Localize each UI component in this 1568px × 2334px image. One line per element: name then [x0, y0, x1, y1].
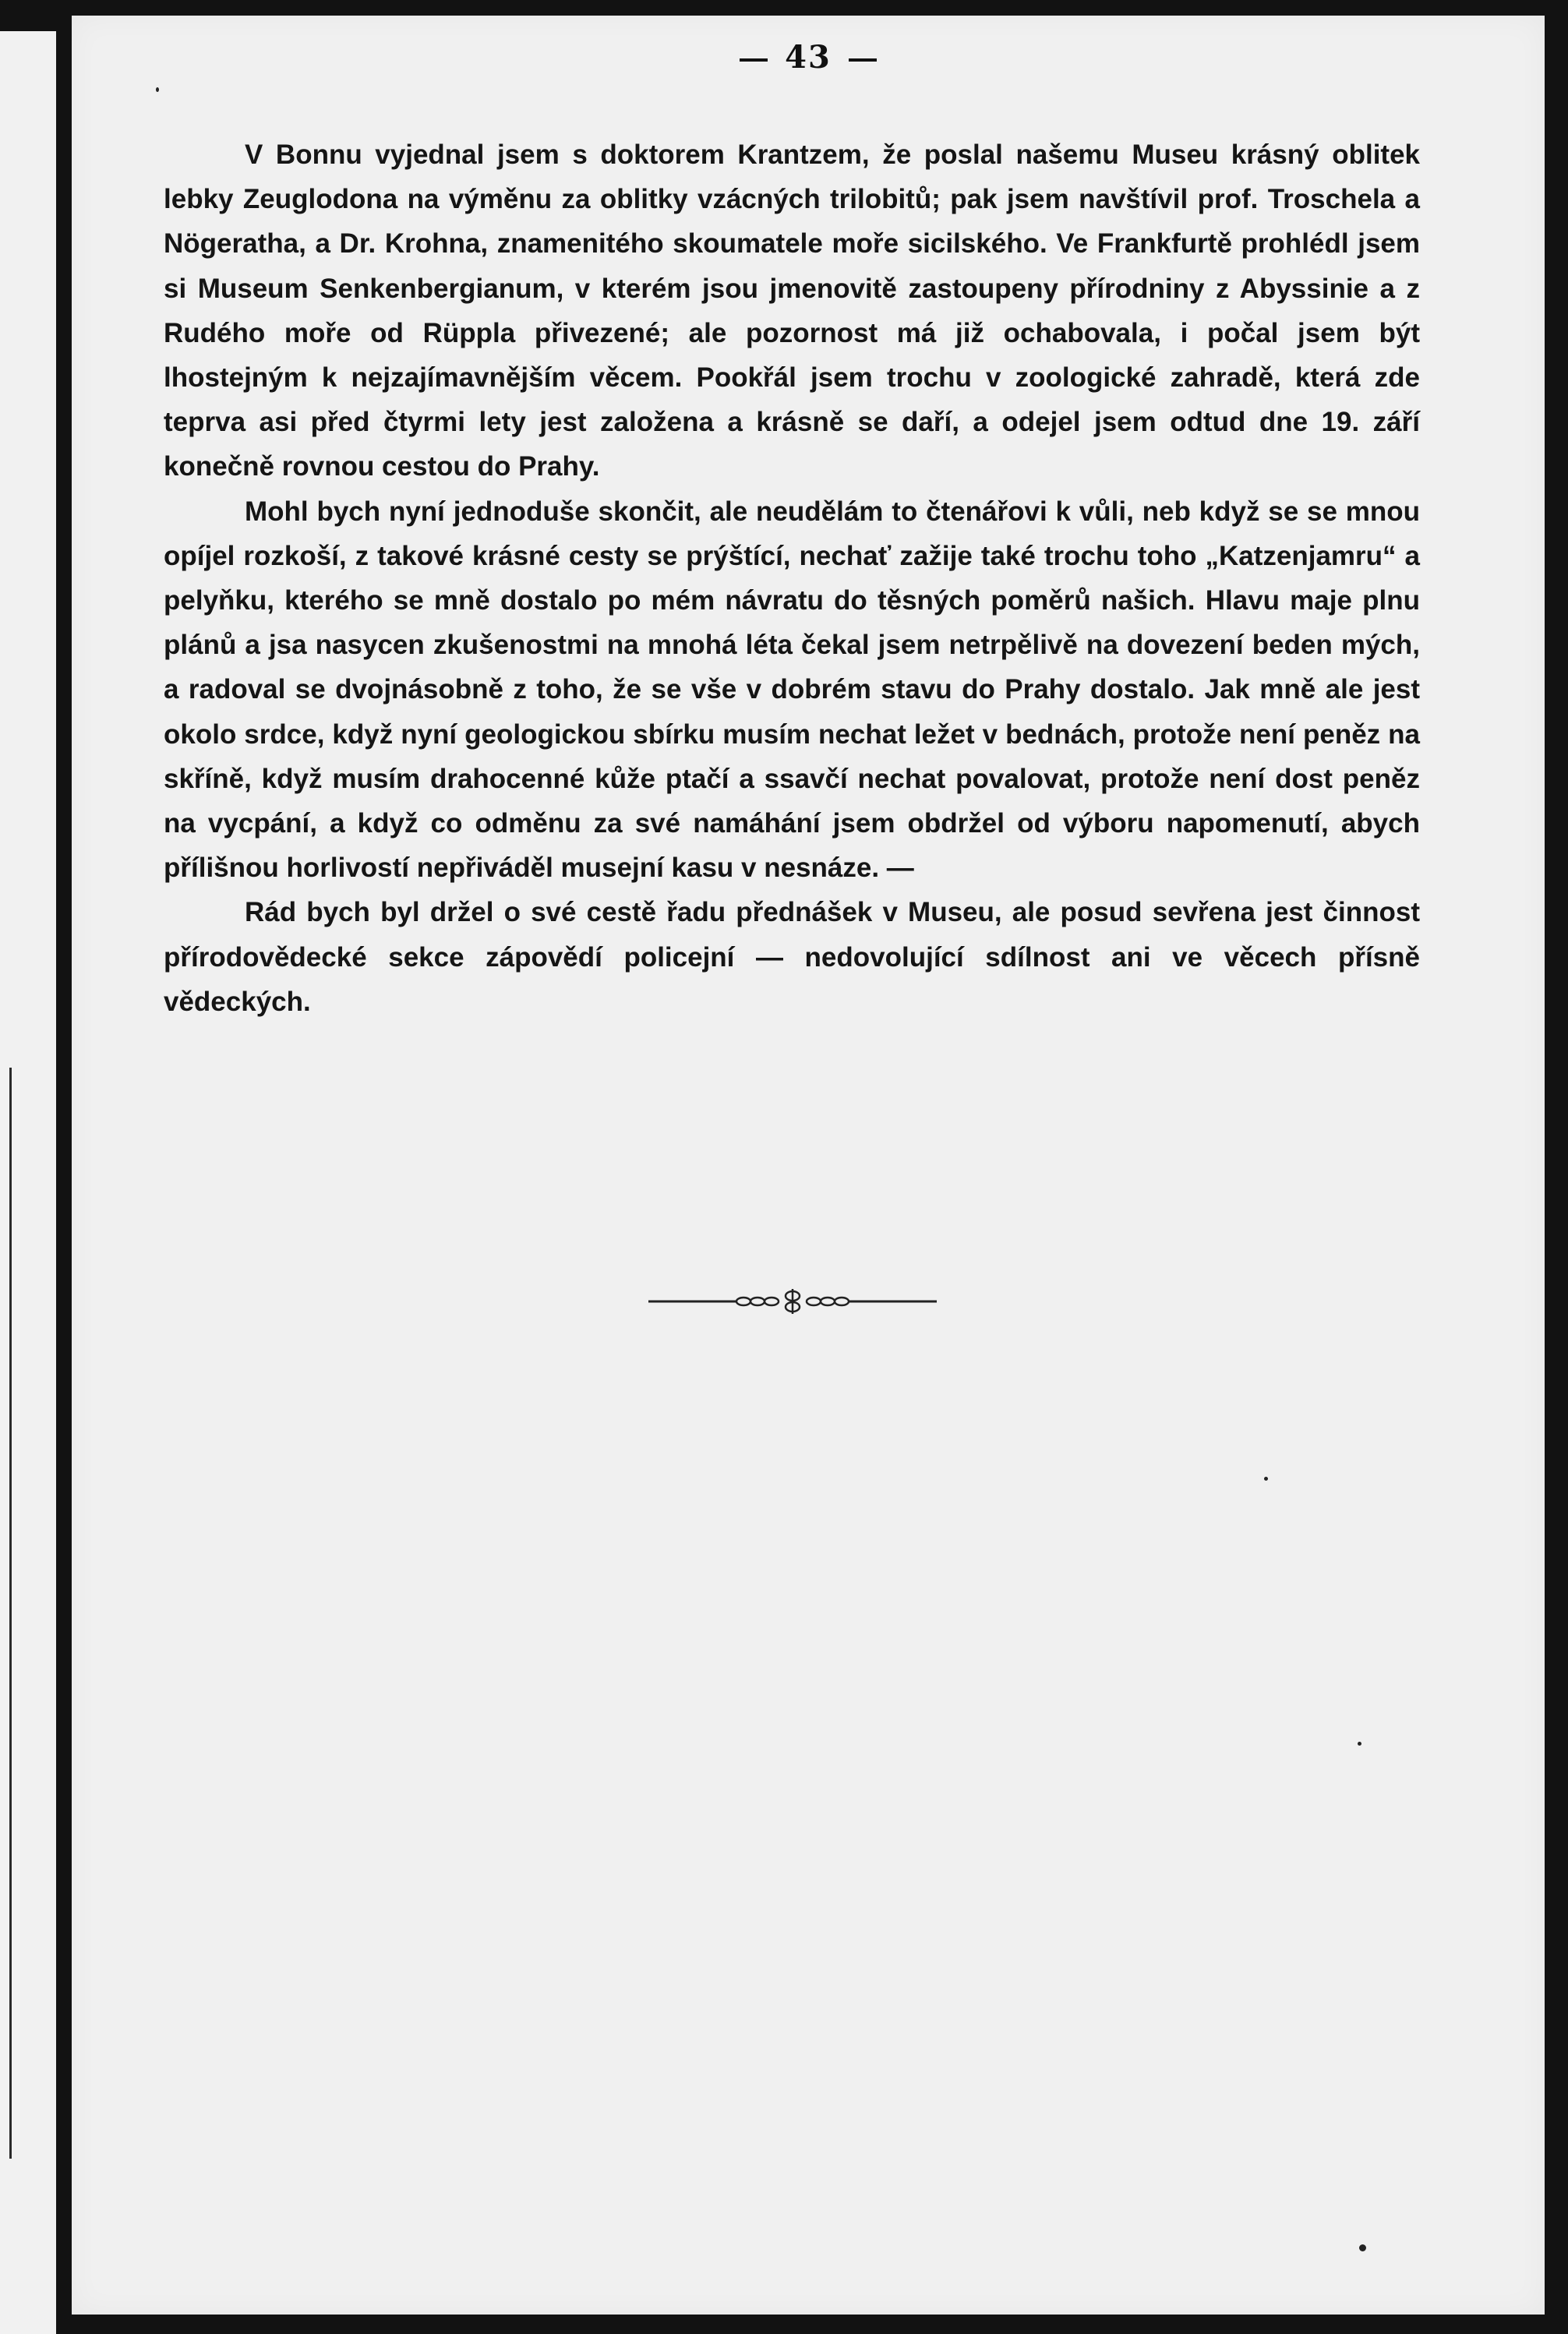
ornamental-rule-icon [648, 1286, 937, 1317]
paper-speck [1358, 1742, 1361, 1746]
page-number-value: 43 [785, 39, 832, 76]
paragraph-3: Rád bych byl držel o své cestě řadu přednášek v Museu, ale posud sevřena jest činnost přírodovědecké sekce zápovědí policejní — nedovolující sdílnost ani ve věcech přísně vědeckých. [164, 897, 1420, 1017]
paragraph-2: Mohl bych nyní jednoduše skončit, ale neudělám to čtenářovi k vůli, neb když se se mnou opíjel rozkoší, z takové krásné cesty se prýštící, nechať zažije také trochu toho „Katzenjamru“ a pelyňku, kterého se mně dostalo po mém návratu do těsných poměrů našich. Hlavu maje plnu plánů a jsa nasycen zkušenostmi na mnohá léta čekal jsem netrpělivě na dovezení beden mých, a radoval se dvojnásobně z toho, že se vše v dobrém stavu do Prahy dostalo. Jak mně ale jest okolo srdce, když nyní geologickou sbírku musím nechat ležet v bednách, protože není peněz na skříně, když musím drahocenné kůže ptačí a ssavčí nechat povalovat, protože není dost peněz na vycpání, a když co odměnu za své namáhání jsem obdržel od výboru napomenutí, abych přílišnou horlivostí nepřiváděl musejní kasu v nesnáze. — [164, 496, 1420, 884]
page-number-right-dash [849, 58, 877, 62]
page-number [72, 39, 1545, 76]
paragraph-1: V Bonnu vyjednal jsem s doktorem Krantzem, že poslal našemu Museu krásný oblitek lebky Zeuglodona na výměnu za oblitky vzácných trilobitů; pak jsem navštívil prof. Troschela a Nögeratha, a Dr. Krohna, znamenitého skoumatele moře sicilského. Ve Frankfurtě prohlédl jsem si Museum Senkenbergianum, v kterém jsou jmenovitě zastoupeny přírodniny z Abyssinie a z Rudého moře od Rüppla přivezené; ale pozornost má již ochabovala, i počal jsem být lhostejným k nejzajímavnějším věcem. Pookřál jsem trochu v zoologické zahradě, která zde teprva asi před čtyrmi lety jest založena a krásně se daří, a odejel jsem odtud dne 19. září konečně rovnou cestou do Prahy. [164, 139, 1420, 482]
paper-speck [1264, 1477, 1268, 1481]
paper-speck [1359, 2244, 1366, 2251]
page-sheet [72, 16, 1545, 2315]
body-text [164, 132, 1420, 1024]
binding-shadow [9, 1068, 12, 2159]
paper-speck [156, 87, 159, 92]
page-number-left-dash [740, 58, 768, 62]
previous-page-edge [0, 31, 56, 2334]
